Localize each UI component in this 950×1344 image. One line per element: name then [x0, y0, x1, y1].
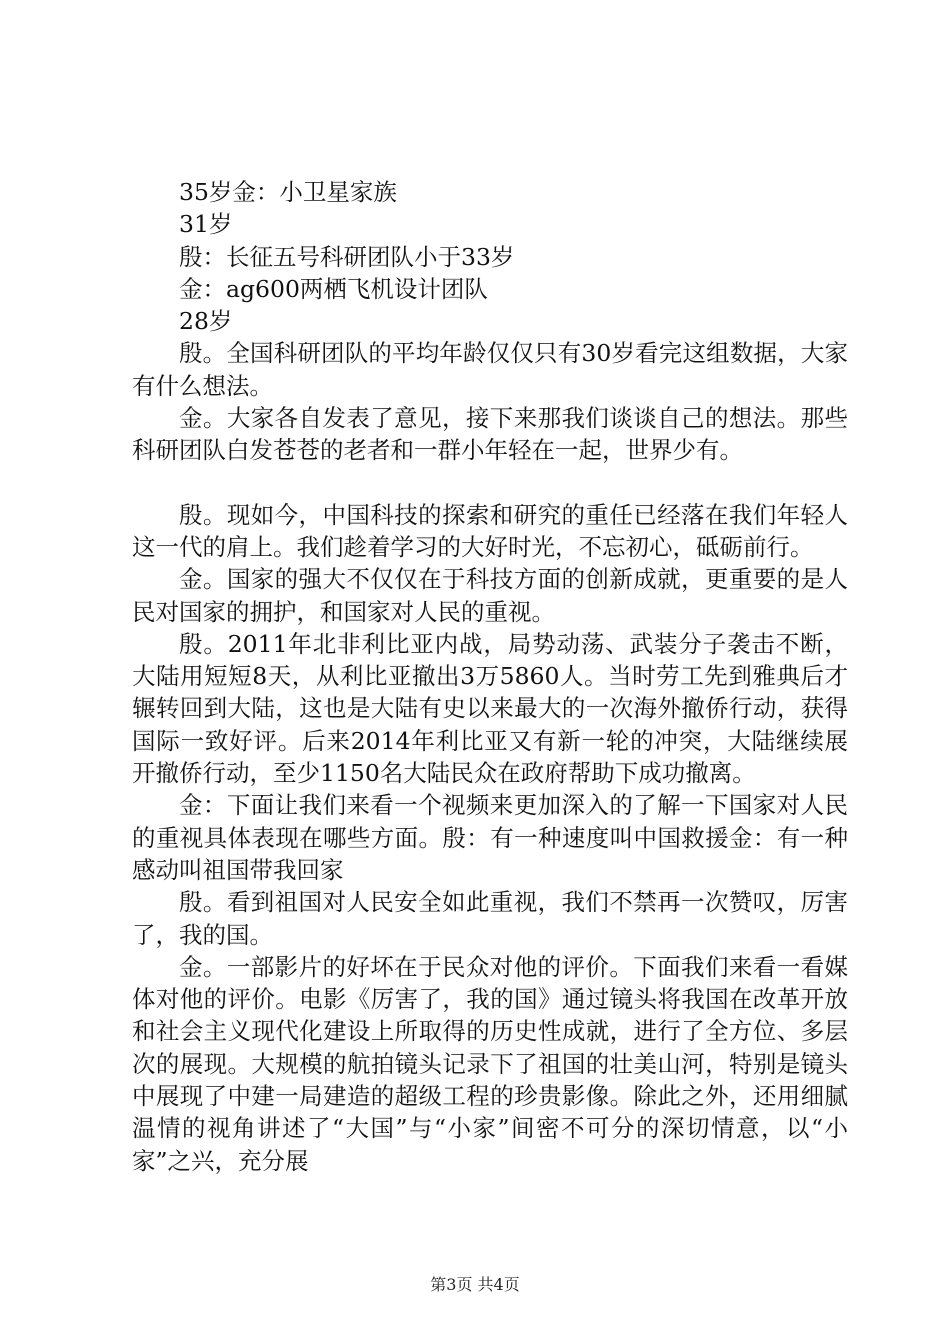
paragraph: 殷。看到祖国对人民安全如此重视，我们不禁再一次赞叹，厉害了，我的国。 [132, 888, 848, 949]
paragraph: 殷：长征五号科研团队小于33岁 [179, 242, 515, 271]
paragraph: 金。国家的强大不仅仅在于科技方面的创新成就，更重要的是人民对国家的拥护，和国家对人民的重视。 [132, 565, 848, 626]
paragraph: 金。大家各自发表了意见，接下来那我们谈谈自己的想法。那些科研团队白发苍苍的老者和一群小年轻在一起，世界少有。 [132, 404, 848, 465]
paragraph: 31岁 [179, 210, 233, 239]
paragraph: 殷。现如今，中国科技的探索和研究的重任已经落在我们年轻人这一代的肩上。我们趁着学习的大好时光，不忘初心，砥砺前行。 [132, 500, 848, 561]
paragraph: 金。一部影片的好坏在于民众对他的评价。下面我们来看一看媒体对他的评价。电影《厉害了，我的国》通过镜头将我国在改革开放和社会主义现代化建设上所取得的历史性成就，进行了全方位、多层次的展现。大规模的航拍镜头记录下了祖国的壮美山河，特别是镜头中展现了中建一局建造的超级工程的珍贵影像。除此之外，还用细腻温情的视角讲述了“大国”与“小家”间密不可分的深切情意，以“小家”之兴，充分展 [132, 952, 848, 1175]
paragraph: 殷。2011年北非利比亚内战，局势动荡、武装分子袭击不断，大陆用短短8天，从利比亚撤出3万5860人。当时劳工先到雅典后才辗转回到大陆，这也是大陆有史以来最大的一次海外撤侨行动，获得国际一致好评。后来2014年利比亚又有新一轮的冲突，大陆继续展开撤侨行动，至少1150名大陆民众在政府帮助下成功撤离。 [132, 629, 848, 788]
paragraph: 28岁 [179, 307, 233, 336]
paragraph: 金：下面让我们来看一个视频来更加深入的了解一下国家对人民的重视具体表现在哪些方面。殷：有一种速度叫中国救援金：有一种感动叫祖国带我回家 [132, 791, 848, 884]
document-body [132, 176, 848, 1177]
paragraph: 殷。全国科研团队的平均年龄仅仅只有30岁看完这组数据，大家有什么想法。 [132, 339, 848, 400]
paragraph: 金：ag600两栖飞机设计团队 [179, 274, 488, 303]
page-number-footer: 第3页 共4页 [430, 1275, 520, 1294]
paragraph: 35岁金：小卫星家族 [179, 178, 397, 206]
